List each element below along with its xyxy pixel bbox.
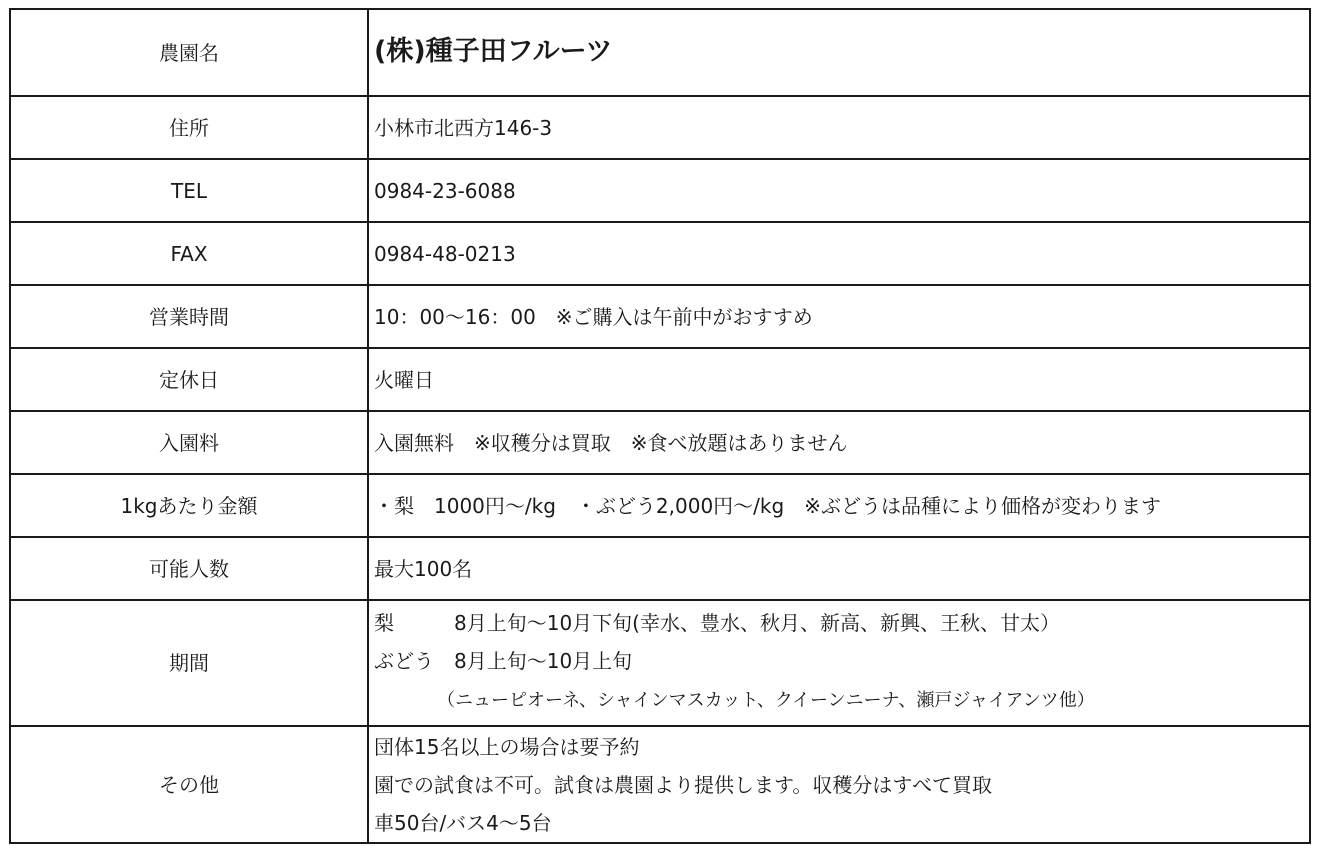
label-admission: 入園料 [10, 411, 368, 474]
label-fax: FAX [10, 222, 368, 285]
table-row-capacity [10, 537, 1310, 600]
farm-name-text: (株)種子田フルーツ [374, 36, 613, 68]
table-row-closed [10, 348, 1310, 411]
farm-info-table [9, 8, 1311, 844]
table-row-tel [10, 159, 1310, 222]
label-price: 1kgあたり金額 [10, 474, 368, 537]
value-other [368, 726, 1310, 843]
label-other: その他 [10, 726, 368, 843]
season-line-grape: ぶどう 8月上旬〜10月上旬 [374, 649, 633, 673]
table-row-fax [10, 222, 1310, 285]
other-line-reservation: 団体15名以上の場合は要予約 [374, 734, 640, 759]
value-capacity: 最大100名 [368, 537, 1310, 600]
table-row-price [10, 474, 1310, 537]
value-farm-name [368, 9, 1310, 96]
label-season: 期間 [10, 600, 368, 726]
other-line-tasting: 園での試食は不可。試食は農園より提供します。収穫分はすべて買取 [374, 772, 992, 797]
value-hours: 10：00〜16：00 ※ご購入は午前中がおすすめ [368, 285, 1310, 348]
value-fax: 0984-48-0213 [368, 222, 1310, 285]
season-line-grape-varieties: （ニューピオーネ、シャインマスカット、クイーンニーナ、瀬戸ジャイアンツ他） [374, 690, 1095, 711]
table-row-farm-name [10, 9, 1310, 96]
table-row-address [10, 96, 1310, 159]
table-row-admission [10, 411, 1310, 474]
table-row-hours [10, 285, 1310, 348]
value-tel: 0984-23-6088 [368, 159, 1310, 222]
other-line-parking: 車50台/バス4〜5台 [374, 810, 552, 835]
label-farm-name: 農園名 [10, 9, 368, 96]
table-row-other [10, 726, 1310, 843]
value-season [368, 600, 1310, 726]
table-row-season [10, 600, 1310, 726]
label-tel: TEL [10, 159, 368, 222]
label-hours: 営業時間 [10, 285, 368, 348]
value-admission: 入園無料 ※収穫分は買取 ※食べ放題はありません [368, 411, 1310, 474]
label-closed: 定休日 [10, 348, 368, 411]
value-closed: 火曜日 [368, 348, 1310, 411]
value-price: ・梨 1000円〜/kg ・ぶどう2,000円〜/kg ※ぶどうは品種により価格が変わります [368, 474, 1310, 537]
label-capacity: 可能人数 [10, 537, 368, 600]
value-address: 小林市北西方146-3 [368, 96, 1310, 159]
label-address: 住所 [10, 96, 368, 159]
season-line-pear: 梨 8月上旬〜10月下旬(幸水、豊水、秋月、新高、新興、王秋、甘太） [374, 611, 1060, 635]
